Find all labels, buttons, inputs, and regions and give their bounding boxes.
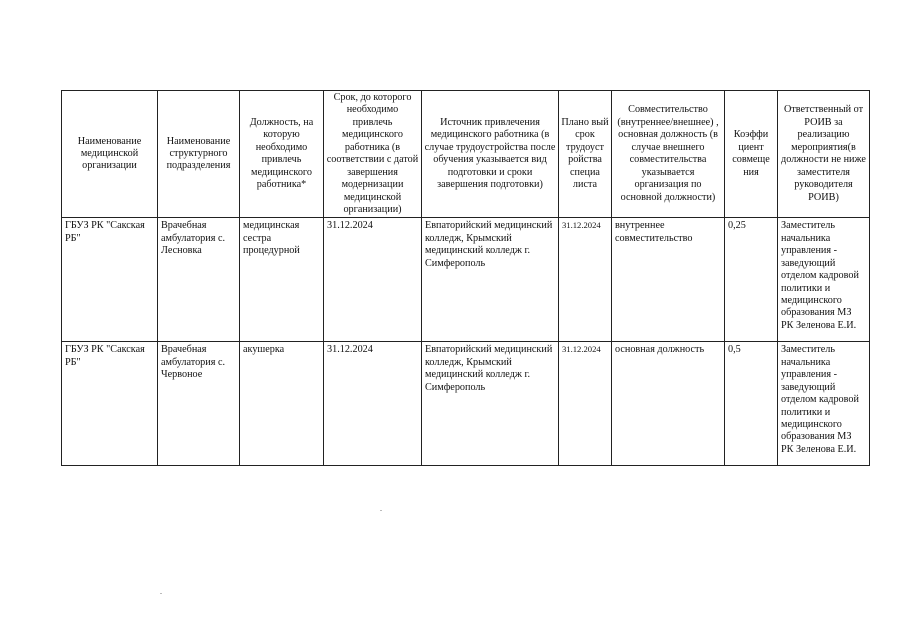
staffing-table: [61, 90, 870, 466]
header-combination: Совместительство (внутреннее/внешнее) , основная должность (в случае внешнего совместительства указывается организация по основной должности): [612, 91, 725, 218]
cell-position: медицинская сестра процедурной: [240, 218, 324, 342]
table-header-row: [62, 91, 870, 218]
table-row: [62, 218, 870, 342]
cell-responsible: Заместитель начальника управления - заведующий отделом кадровой политики и медицинского образования МЗ РК Зеленова Е.И.: [778, 218, 870, 342]
header-organization: Наименование медицинской организации: [62, 91, 158, 218]
cell-unit: Врачебная амбулатория с. Червоное: [158, 342, 240, 466]
cell-source: Евпаторийский медицинский колледж, Крымский медицинский колледж г. Симферополь: [422, 342, 559, 466]
cell-coefficient: 0,5: [725, 342, 778, 466]
cell-organization: ГБУЗ РК "Сакская РБ": [62, 218, 158, 342]
cell-unit: Врачебная амбулатория с. Лесновка: [158, 218, 240, 342]
cell-planned-date: 31.12.2024: [559, 218, 612, 342]
header-planned-date: Плано вый срок трудоуст ройства специа листа: [559, 91, 612, 218]
cell-combination: внутреннее совместительство: [612, 218, 725, 342]
header-responsible: Ответственный от РОИВ за реализацию мероприятия(в должности не ниже заместителя руководителя РОИВ): [778, 91, 870, 218]
cell-combination: основная должность: [612, 342, 725, 466]
cell-deadline: 31.12.2024: [324, 218, 422, 342]
header-coefficient: Коэффи циент совмеще ния: [725, 91, 778, 218]
header-source: Источник привлечения медицинского работника (в случае трудоустройства после обучения указывается вид подготовки и сроки завершения подготовки): [422, 91, 559, 218]
scan-speck: [380, 510, 382, 511]
header-deadline: Срок, до которого необходимо привлечь медицинского работника (в соответствии с датой завершения модернизации медицинской организации): [324, 91, 422, 218]
cell-responsible: Заместитель начальника управления - заведующий отделом кадровой политики и медицинского образования МЗ РК Зеленова Е.И.: [778, 342, 870, 466]
table-row: [62, 342, 870, 466]
header-unit: Наименование структурного подразделения: [158, 91, 240, 218]
cell-coefficient: 0,25: [725, 218, 778, 342]
cell-position: акушерка: [240, 342, 324, 466]
cell-organization: ГБУЗ РК "Сакская РБ": [62, 342, 158, 466]
header-position: Должность, на которую необходимо привлечь медицинского работника*: [240, 91, 324, 218]
cell-deadline: 31.12.2024: [324, 342, 422, 466]
scan-speck: [160, 593, 162, 594]
cell-planned-date: 31.12.2024: [559, 342, 612, 466]
cell-source: Евпаторийский медицинский колледж, Крымский медицинский колледж г. Симферополь: [422, 218, 559, 342]
